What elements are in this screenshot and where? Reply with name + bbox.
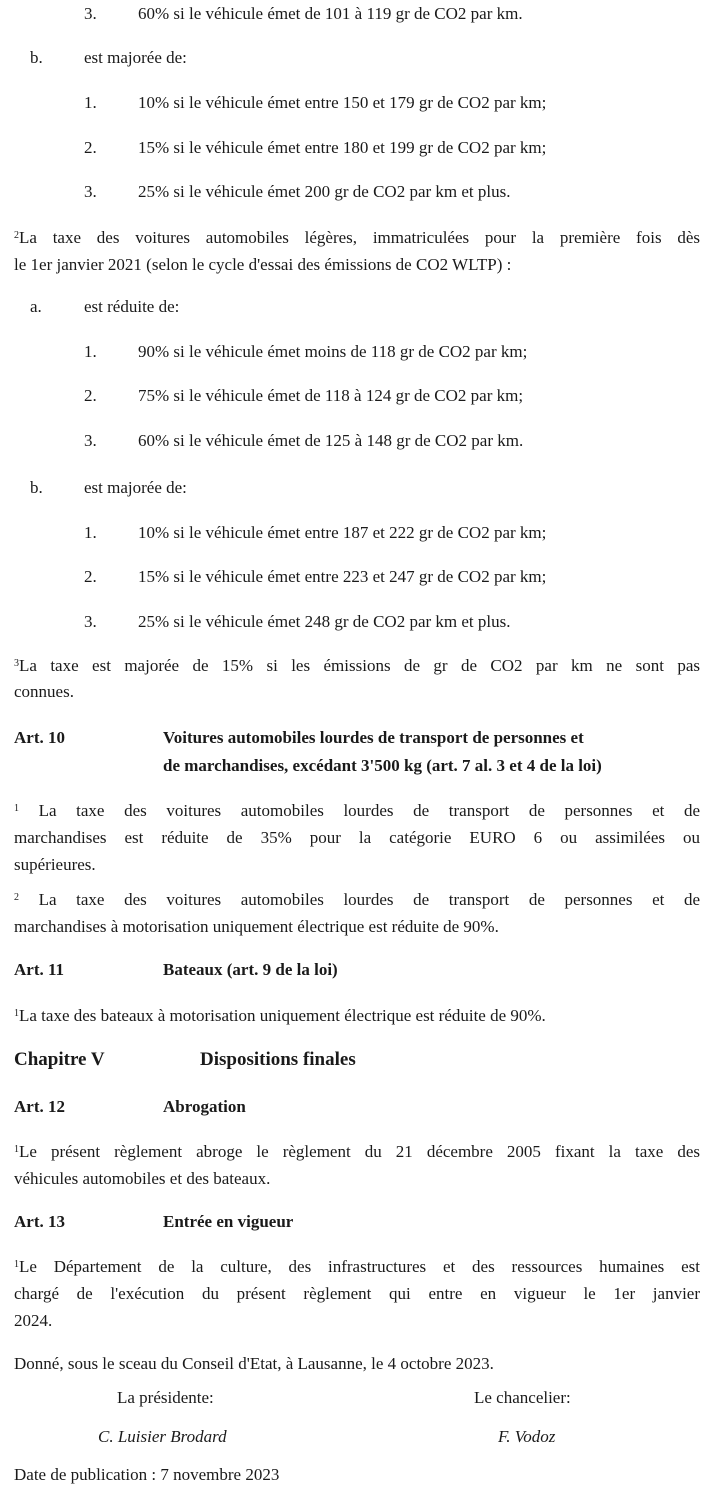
list-number: 3. (84, 431, 97, 450)
article-title: Abrogation (163, 1097, 246, 1116)
paragraph-line (14, 1254, 700, 1280)
list-item-text: 10% si le véhicule émet entre 150 et 179 gr de CO2 par km; (138, 93, 547, 112)
given-statement: Donné, sous le sceau du Conseil d'Etat, à Lausanne, le 4 octobre 2023. (14, 1354, 494, 1373)
alinea-number: 1 (14, 1008, 19, 1019)
list-letter: b. (30, 48, 43, 67)
paragraph-line: le 1er janvier 2021 (selon le cycle d'essai des émissions de CO2 WLTP) : (14, 255, 512, 274)
list-item-text: 15% si le véhicule émet entre 223 et 247 gr de CO2 par km; (138, 567, 547, 586)
alinea-number: 1 (14, 803, 19, 814)
list-letter-text: est majorée de: (84, 478, 187, 497)
paragraph-line (14, 1003, 700, 1029)
list-number: 3. (84, 612, 97, 631)
paragraph-text: La taxe des voitures automobiles lourdes de transport de personnes et de (38, 890, 701, 909)
president-name: C. Luisier Brodard (98, 1427, 227, 1446)
article-title: Entrée en vigueur (163, 1212, 294, 1231)
list-item-text: 25% si le véhicule émet 248 gr de CO2 par km et plus. (138, 612, 511, 631)
list-number: 1. (84, 342, 97, 361)
paragraph-line (14, 1139, 700, 1165)
paragraph-text: La taxe des voitures automobiles lourdes de transport de personnes et de (38, 801, 701, 820)
paragraph-line: connues. (14, 682, 74, 701)
paragraph-text: La taxe est majorée de 15% si les émissions de gr de CO2 par km ne sont pas (19, 656, 700, 675)
list-letter: a. (30, 297, 42, 316)
list-item-text: 60% si le véhicule émet de 125 à 148 gr de CO2 par km. (138, 431, 524, 450)
list-item-text: 10% si le véhicule émet entre 187 et 222 gr de CO2 par km; (138, 523, 547, 542)
paragraph-line (14, 225, 700, 251)
list-letter-text: est réduite de: (84, 297, 180, 316)
article-title: Voitures automobiles lourdes de transport de personnes et (163, 728, 584, 747)
article-label: Art. 10 (14, 728, 65, 747)
paragraph-line (14, 798, 700, 824)
list-number: 3. (84, 4, 97, 23)
paragraph-text: La taxe des bateaux à motorisation uniquement électrique est réduite de 90%. (19, 1006, 546, 1025)
alinea-number: 2 (14, 892, 19, 903)
chancellor-label: Le chancelier: (474, 1388, 571, 1407)
list-item-text: 90% si le véhicule émet moins de 118 gr de CO2 par km; (138, 342, 528, 361)
article-title: de marchandises, excédant 3'500 kg (art. 7 al. 3 et 4 de la loi) (163, 756, 602, 775)
list-item-text: 15% si le véhicule émet entre 180 et 199 gr de CO2 par km; (138, 138, 547, 157)
list-number: 1. (84, 523, 97, 542)
article-title: Bateaux (art. 9 de la loi) (163, 960, 338, 979)
paragraph-line: véhicules automobiles et des bateaux. (14, 1169, 271, 1188)
chapter-title: Dispositions finales (200, 1049, 356, 1070)
paragraph-line: chargé de l'exécution du présent règlement qui entre en vigueur le 1er janvier (14, 1284, 700, 1303)
list-item-text: 25% si le véhicule émet 200 gr de CO2 par km et plus. (138, 182, 511, 201)
paragraph-text: Le Département de la culture, des infrastructures et des ressources humaines est (19, 1257, 700, 1276)
paragraph-line: marchandises à motorisation uniquement électrique est réduite de 90%. (14, 917, 499, 936)
paragraph-text: Le présent règlement abroge le règlement du 21 décembre 2005 fixant la taxe des (19, 1142, 700, 1161)
list-number: 3. (84, 182, 97, 201)
paragraph-line: 2024. (14, 1311, 53, 1330)
article-label: Art. 11 (14, 960, 65, 979)
list-number: 2. (84, 386, 97, 405)
list-item-text: 75% si le véhicule émet de 118 à 124 gr de CO2 par km; (138, 386, 524, 405)
paragraph-line: marchandises est réduite de 35% pour la catégorie EURO 6 ou assimilées ou (14, 828, 700, 847)
paragraph-line: supérieures. (14, 855, 96, 874)
list-letter: b. (30, 478, 43, 497)
publication-date: Date de publication : 7 novembre 2023 (14, 1465, 280, 1484)
paragraph-line (14, 653, 700, 679)
article-label: Art. 13 (14, 1212, 65, 1231)
president-label: La présidente: (117, 1388, 214, 1407)
alinea-number: 1 (14, 1144, 19, 1155)
list-item-text: 60% si le véhicule émet de 101 à 119 gr de CO2 par km. (138, 4, 523, 23)
alinea-number: 2 (14, 230, 19, 241)
chapter-label: Chapitre V (14, 1049, 105, 1070)
paragraph-line (14, 887, 700, 913)
list-number: 1. (84, 93, 97, 112)
alinea-number: 3 (14, 658, 19, 669)
chancellor-name: F. Vodoz (498, 1427, 556, 1446)
article-label: Art. 12 (14, 1097, 65, 1116)
list-number: 2. (84, 567, 97, 586)
paragraph-text: La taxe des voitures automobiles légères, immatriculées pour la première fois dès (19, 228, 700, 247)
list-letter-text: est majorée de: (84, 48, 187, 67)
list-number: 2. (84, 138, 97, 157)
alinea-number: 1 (14, 1259, 19, 1270)
